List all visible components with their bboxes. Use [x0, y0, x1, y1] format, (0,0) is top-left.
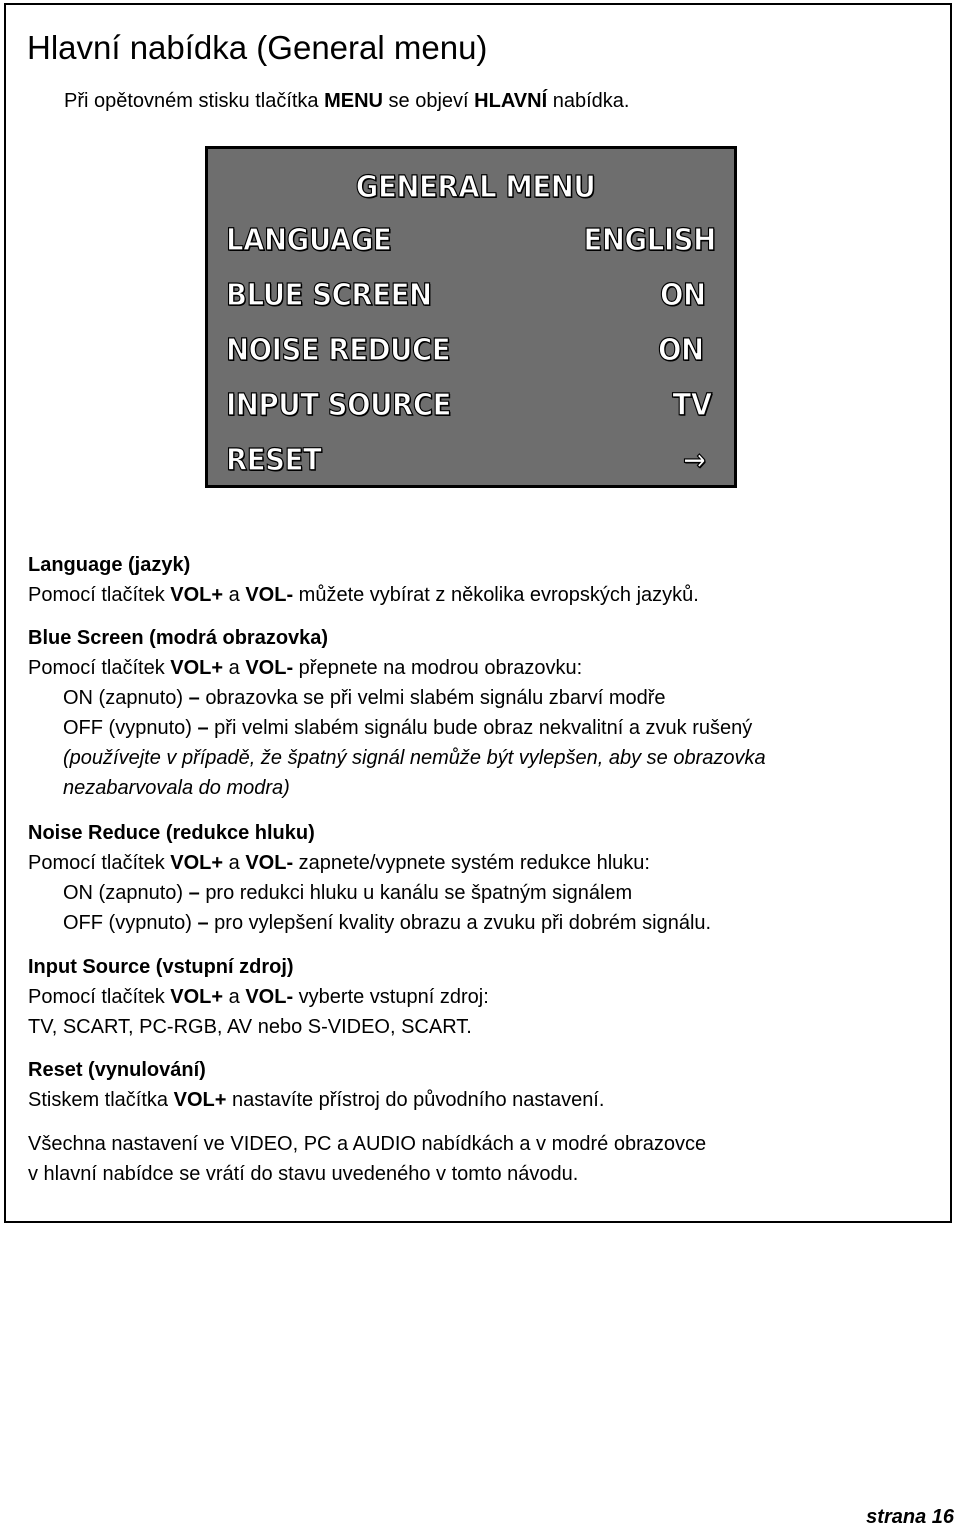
off-term: OFF (vypnuto) — [63, 717, 192, 739]
language-heading: Language (jazyk) — [28, 554, 191, 576]
input-source-rest: vyberte vstupní zdroj: — [293, 986, 489, 1008]
closing-line-2: v hlavní nabídce se vrátí do stavu uvedeného v tomto návodu. — [28, 1163, 579, 1185]
intro-line — [64, 89, 629, 113]
text-and: a — [223, 584, 246, 606]
key-volminus: VOL- — [245, 986, 294, 1008]
language-text — [28, 580, 699, 610]
noise-reduce-on-item — [28, 878, 711, 908]
osd-row-input-source — [226, 386, 716, 426]
page-number: strana 16 — [866, 1506, 954, 1528]
off-term: OFF (vypnuto) — [63, 912, 192, 934]
osd-title: GENERAL MENU — [355, 170, 596, 205]
key-volplus: VOL+ — [170, 852, 224, 874]
key-volminus: VOL- — [245, 657, 294, 679]
blue-screen-off-item — [28, 713, 766, 743]
dash: – — [191, 912, 215, 934]
text-and: a — [223, 852, 246, 874]
osd-row-noise-reduce — [226, 331, 716, 371]
page-title: Hlavní nabídka (General menu) — [27, 29, 488, 66]
input-source-text — [28, 982, 489, 1012]
noise-reduce-off-item — [28, 908, 711, 938]
blue-screen-section — [28, 623, 766, 803]
key-volplus: VOL+ — [173, 1089, 227, 1111]
on-text: pro redukci hluku u kanálu se špatným signálem — [205, 882, 633, 904]
text-press: Pomocí tlačítek — [28, 657, 171, 679]
osd-row-reset — [226, 441, 716, 481]
on-text: obrazovka se při velmi slabém signálu zbarví modře — [205, 687, 666, 709]
key-volminus: VOL- — [245, 852, 294, 874]
key-volplus: VOL+ — [170, 584, 224, 606]
input-source-section — [28, 952, 489, 1042]
osd-row-value: ENGLISH — [583, 223, 716, 258]
general-menu-osd — [205, 146, 737, 488]
on-term: ON (zapnuto) — [63, 882, 184, 904]
noise-reduce-heading: Noise Reduce (redukce hluku) — [28, 822, 315, 844]
reset-heading: Reset (vynulování) — [28, 1059, 206, 1081]
osd-row-label: RESET — [226, 443, 322, 478]
osd-row-value: ON — [660, 278, 706, 313]
noise-reduce-text — [28, 848, 711, 878]
noise-reduce-rest: zapnete/vypnete systém redukce hluku: — [293, 852, 650, 874]
osd-row-blue-screen — [226, 276, 716, 316]
blue-screen-rest: přepnete na modrou obrazovku: — [293, 657, 583, 679]
off-text: při velmi slabém signálu bude obraz nekvalitní a zvuk rušený — [214, 717, 753, 739]
text-and: a — [223, 657, 246, 679]
language-rest: můžete vybírat z několika evropských jazyků. — [293, 584, 699, 606]
key-volplus: VOL+ — [170, 657, 224, 679]
text-and: a — [223, 986, 246, 1008]
blue-screen-text — [28, 653, 766, 683]
reset-text — [28, 1085, 604, 1115]
text-press: Pomocí tlačítek — [28, 584, 171, 606]
osd-row-value: ON — [658, 333, 704, 368]
dash: – — [183, 882, 206, 904]
reset-section — [28, 1055, 604, 1115]
language-section — [28, 550, 699, 610]
osd-row-label: BLUE SCREEN — [226, 278, 432, 313]
reset-rest: nastavíte přístroj do původního nastavení. — [226, 1089, 605, 1111]
blue-screen-heading: Blue Screen (modrá obrazovka) — [28, 627, 329, 649]
text-press: Pomocí tlačítek — [28, 852, 171, 874]
intro-suffix: nabídka. — [547, 90, 630, 112]
intro-middle: se objeví — [383, 90, 475, 112]
input-source-list: TV, SCART, PC-RGB, AV nebo S-VIDEO, SCART. — [28, 1016, 472, 1038]
off-text: pro vylepšení kvality obrazu a zvuku při dobrém signálu. — [214, 912, 712, 934]
osd-row-label: NOISE REDUCE — [226, 333, 451, 368]
arrow-right-icon: → — [683, 443, 706, 478]
input-source-heading: Input Source (vstupní zdroj) — [28, 956, 294, 978]
osd-row-language — [226, 221, 716, 261]
blue-screen-note-1: (používejte v případě, že špatný signál nemůže být vylepšen, aby se obrazovka — [63, 747, 766, 769]
text-press: Pomocí tlačítek — [28, 986, 171, 1008]
blue-screen-on-item — [28, 683, 766, 713]
noise-reduce-section — [28, 818, 711, 938]
reset-prefix: Stiskem tlačítka — [28, 1089, 174, 1111]
closing-note — [28, 1129, 706, 1189]
blue-screen-note-2: nezabarvovala do modra) — [63, 777, 290, 799]
on-term: ON (zapnuto) — [63, 687, 184, 709]
osd-row-label: LANGUAGE — [226, 223, 392, 258]
intro-menu: HLAVNÍ — [474, 90, 548, 112]
dash: – — [191, 717, 215, 739]
key-volplus: VOL+ — [170, 986, 224, 1008]
osd-row-value: TV — [672, 388, 712, 423]
intro-key: MENU — [324, 90, 383, 112]
dash: – — [183, 687, 206, 709]
key-volminus: VOL- — [245, 584, 294, 606]
closing-line-1: Všechna nastavení ve VIDEO, PC a AUDIO nabídkách a v modré obrazovce — [28, 1133, 707, 1155]
intro-prefix: Při opětovném stisku tlačítka — [64, 90, 325, 112]
osd-row-label: INPUT SOURCE — [226, 388, 452, 423]
